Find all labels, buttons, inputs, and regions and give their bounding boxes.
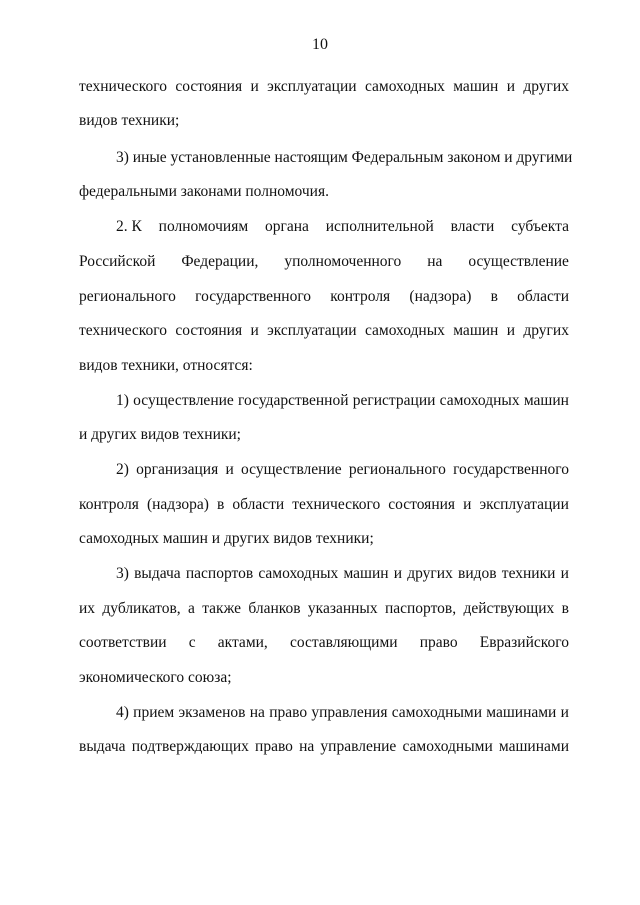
word: и — [393, 565, 403, 582]
word: машин — [523, 392, 569, 409]
text-line — [116, 217, 569, 237]
word: с — [188, 634, 196, 651]
word: Федерации, — [181, 253, 259, 270]
word: организация — [136, 461, 219, 478]
text-line: самоходных машин и других видов техники; — [79, 530, 374, 547]
word: технического — [292, 496, 381, 513]
page-number: 10 — [312, 36, 328, 53]
word: самоходных — [439, 392, 520, 409]
word: эксплуатации — [479, 496, 569, 513]
word: в — [490, 288, 498, 305]
word: машинами — [486, 704, 557, 721]
word: 2) — [116, 461, 129, 478]
word: контроля — [330, 288, 391, 305]
text-line: 3) иные установленные настоящим Федеральным законом и другими — [116, 149, 573, 166]
word: также — [202, 600, 241, 617]
word: машинами — [498, 738, 569, 755]
word: государственного — [195, 288, 312, 305]
word: состояния — [175, 322, 243, 339]
word: и — [560, 704, 569, 721]
word: составляющими — [289, 634, 398, 651]
word: регистрации — [352, 392, 436, 409]
word: самоходных — [364, 78, 445, 95]
word: выдача — [134, 565, 181, 582]
text-line: видов техники; — [79, 112, 180, 129]
word: регионального — [348, 461, 446, 478]
word: других — [523, 78, 569, 95]
word: на — [299, 738, 315, 755]
word: 2. К — [116, 218, 142, 235]
word: и — [463, 496, 472, 513]
word: экзаменов — [178, 704, 246, 721]
word: самоходных — [364, 322, 445, 339]
word: субъекта — [511, 218, 569, 235]
word: право — [419, 634, 458, 651]
text-line — [116, 391, 569, 411]
text-line — [116, 564, 569, 584]
word: государственного — [453, 461, 569, 478]
word: подтверждающих — [131, 738, 249, 755]
word: паспортов, — [384, 600, 457, 617]
word: машин — [453, 78, 499, 95]
word: исполнительной — [325, 218, 434, 235]
text-line: экономического союза; — [79, 669, 232, 686]
word: государственной — [238, 392, 349, 409]
text-line: федеральными законами полномочия. — [79, 183, 329, 200]
word: состояния — [175, 78, 243, 95]
word: на — [427, 253, 443, 270]
word: осуществление — [241, 461, 342, 478]
word: Российской — [79, 253, 156, 270]
text-line — [116, 460, 569, 480]
word: Евразийского — [479, 634, 569, 651]
word: осуществление — [133, 392, 234, 409]
word: управление — [320, 738, 397, 755]
word: власти — [450, 218, 495, 235]
word: регионального — [79, 288, 176, 305]
text-line — [79, 321, 569, 341]
word: управления — [311, 704, 388, 721]
word: других — [523, 322, 569, 339]
text-line — [79, 252, 569, 272]
word: области — [517, 288, 569, 305]
word: право — [255, 738, 293, 755]
word: самоходными — [402, 738, 493, 755]
word: 1) — [116, 392, 129, 409]
word: эксплуатации — [267, 78, 357, 95]
word: актами, — [217, 634, 268, 651]
word: техники — [501, 565, 556, 582]
word: (надзора) — [146, 496, 209, 513]
word: осуществление — [468, 253, 569, 270]
word: контроля — [79, 496, 139, 513]
text-line — [79, 495, 569, 515]
word: право — [269, 704, 308, 721]
word: их — [79, 600, 96, 617]
word: (надзора) — [409, 288, 472, 305]
word: 4) — [116, 704, 129, 721]
word: указанных — [307, 600, 378, 617]
text-line: видов техники, относятся: — [79, 357, 253, 374]
word: бланков — [248, 600, 301, 617]
word: и — [225, 461, 234, 478]
word: выдача — [79, 738, 126, 755]
word: органа — [264, 218, 309, 235]
text-line — [79, 599, 569, 619]
word: 3) — [116, 565, 129, 582]
word: самоходными — [391, 704, 482, 721]
word: эксплуатации — [267, 322, 357, 339]
word: и — [506, 78, 515, 95]
word: и — [250, 78, 259, 95]
word: действующих — [463, 600, 555, 617]
word: видов — [458, 565, 497, 582]
word: на — [249, 704, 265, 721]
text-line — [116, 703, 569, 723]
word: паспортов — [185, 565, 254, 582]
text-line — [79, 287, 569, 307]
word: машин — [453, 322, 499, 339]
text-line: и других видов техники; — [79, 426, 241, 443]
text-line — [79, 737, 569, 757]
word: дубликатов, — [102, 600, 181, 617]
word: уполномоченного — [284, 253, 402, 270]
word: соответствии — [79, 634, 167, 651]
word: области — [232, 496, 285, 513]
text-line — [79, 633, 569, 653]
word: машин — [343, 565, 389, 582]
word: технического — [79, 78, 167, 95]
word: и — [560, 565, 569, 582]
word: в — [561, 600, 569, 617]
text-line — [79, 77, 569, 97]
word: самоходных — [258, 565, 339, 582]
word: состояния — [388, 496, 456, 513]
word: полномочиям — [158, 218, 249, 235]
word: технического — [79, 322, 167, 339]
word: других — [407, 565, 453, 582]
word: и — [506, 322, 515, 339]
word: в — [217, 496, 225, 513]
word: прием — [133, 704, 175, 721]
word: и — [250, 322, 259, 339]
word: а — [187, 600, 195, 617]
